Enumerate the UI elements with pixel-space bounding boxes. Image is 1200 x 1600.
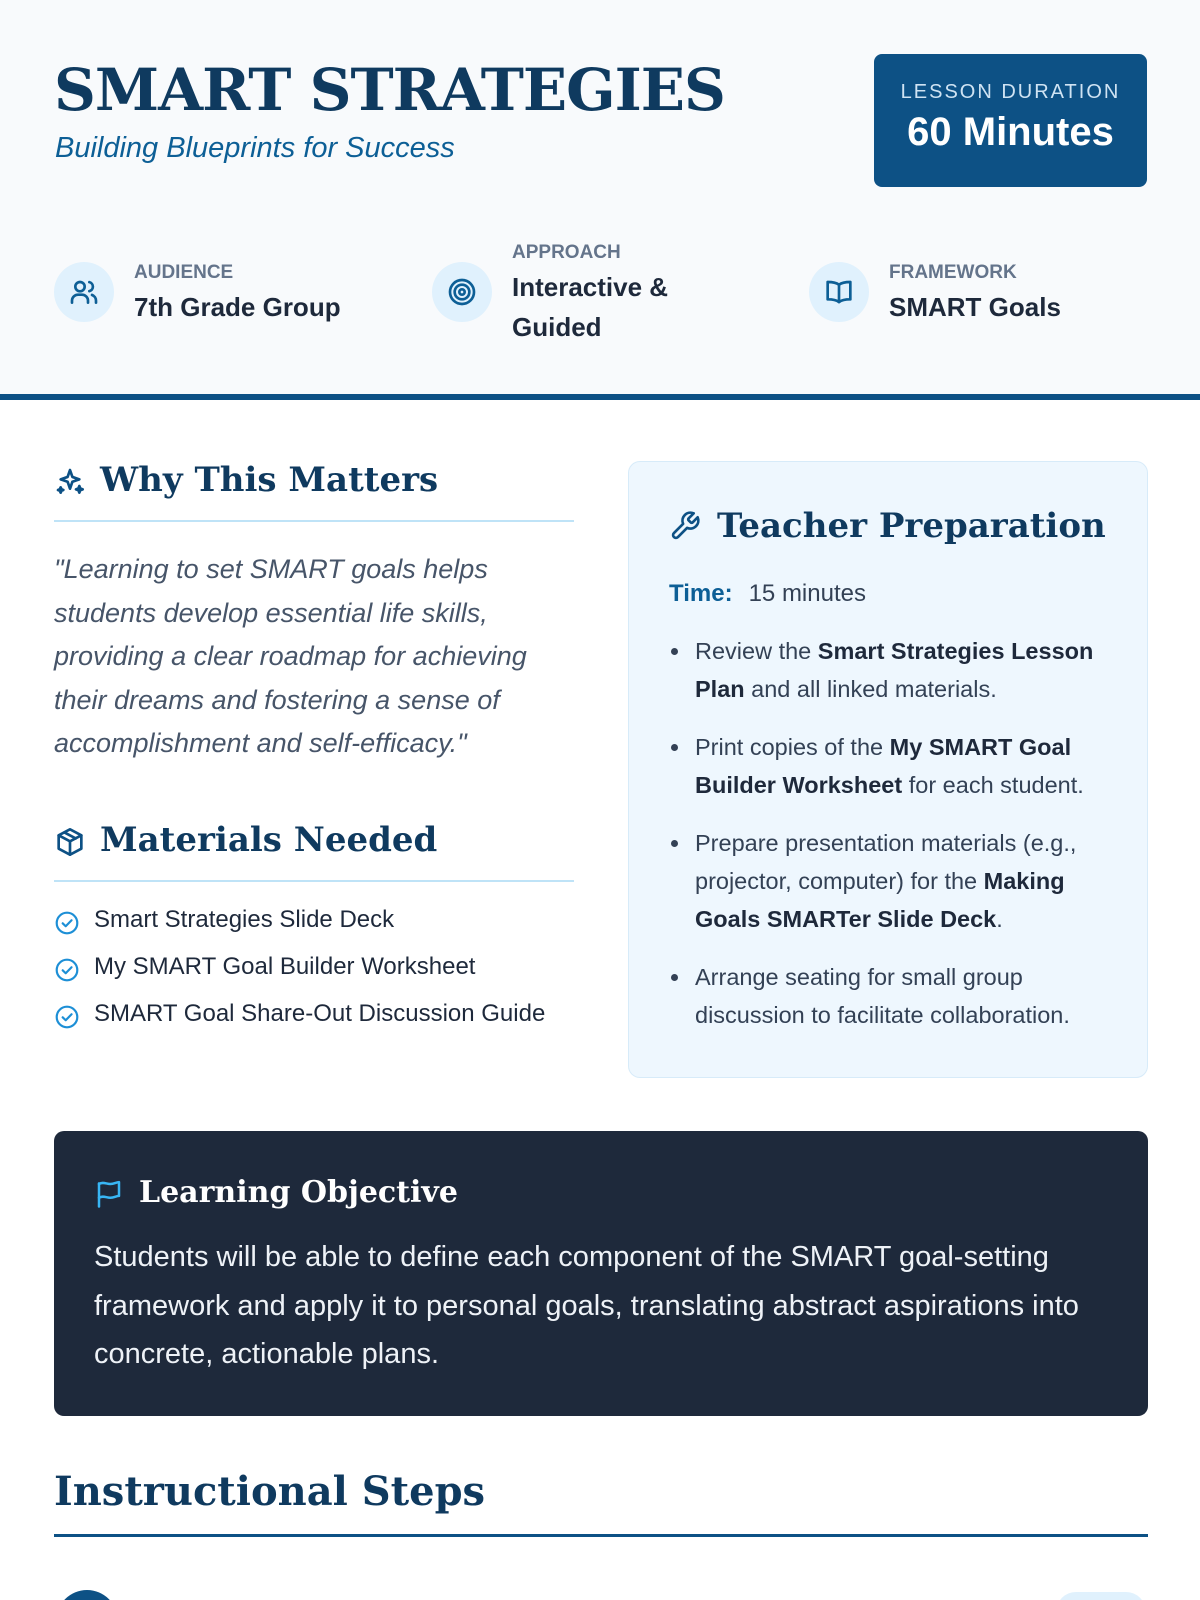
meta-value: SMART Goals	[889, 292, 1061, 322]
objective-title: Learning Objective	[139, 1175, 458, 1210]
list-item: Review the Smart Strategies Lesson Plan and all linked materials.	[669, 632, 1119, 708]
prep-time	[669, 580, 866, 608]
check-circle-icon	[54, 957, 80, 983]
box-icon	[54, 826, 86, 858]
meta-value: 7th Grade Group	[134, 292, 341, 322]
target-icon	[432, 262, 492, 322]
materials-list	[54, 906, 545, 1047]
prep-heading	[669, 506, 1109, 548]
book-icon	[809, 262, 869, 322]
why-quote: "Learning to set SMART goals helps students develop essential life skills, providing a clear roadmap for achieving their dreams and fostering a sense of accomplishment and self-efficacy."	[54, 554, 527, 758]
prep-title: Teacher Preparation	[717, 506, 1106, 546]
step-time-badge	[1056, 1592, 1146, 1600]
page-subtitle: Building Blueprints for Success	[55, 132, 455, 164]
page-title: SMART STRATEGIES	[54, 56, 725, 124]
materials-title: Materials Needed	[100, 820, 438, 860]
meta-label: FRAMEWORK	[889, 262, 1017, 283]
prep-time-label: Time:	[669, 580, 733, 607]
prep-list	[669, 632, 1119, 1054]
list-item	[54, 953, 545, 1000]
objective-text: Students will be able to define each component of the SMART goal-setting framework and apply it to personal goals, translating abstract aspirations into concrete, actionable plans.	[94, 1241, 1079, 1370]
lesson-header	[0, 0, 1200, 400]
check-circle-icon	[54, 1004, 80, 1030]
teacher-prep-card	[628, 461, 1148, 1078]
objective-heading	[94, 1175, 694, 1215]
steps-title: Instructional Steps	[54, 1468, 486, 1515]
duration-value: 60 Minutes	[907, 110, 1114, 154]
list-item: Prepare presentation materials (e.g., projector, computer) for the Making Goals SMARTer Slide Deck.	[669, 824, 1119, 938]
meta-approach	[432, 238, 732, 342]
prep-time-value: 15 minutes	[748, 580, 866, 607]
meta-value: Interactive & Guided	[512, 272, 669, 342]
list-item: Print copies of the My SMART Goal Builder Worksheet for each student.	[669, 728, 1119, 804]
list-item	[54, 906, 545, 953]
meta-label: AUDIENCE	[134, 262, 234, 283]
sparkles-icon	[54, 466, 86, 498]
wrench-icon	[669, 510, 701, 542]
materials-section-heading	[54, 820, 574, 882]
step-number-circle	[56, 1590, 118, 1600]
learning-objective-panel	[54, 1131, 1148, 1416]
material-label: SMART Goal Share-Out Discussion Guide	[94, 1000, 546, 1027]
material-label: Smart Strategies Slide Deck	[94, 906, 395, 933]
meta-label: APPROACH	[512, 242, 621, 263]
check-circle-icon	[54, 910, 80, 936]
why-title: Why This Matters	[100, 460, 439, 500]
flag-icon	[94, 1179, 124, 1209]
list-item: Arrange seating for small group discussion to facilitate collaboration.	[669, 958, 1119, 1034]
meta-audience	[54, 246, 394, 346]
why-section-heading	[54, 460, 574, 522]
steps-section-heading	[54, 1468, 1148, 1537]
meta-framework	[809, 246, 1149, 346]
users-icon	[54, 262, 114, 322]
lesson-duration-box	[874, 54, 1147, 187]
duration-label: LESSON DURATION	[900, 81, 1121, 103]
material-label: My SMART Goal Builder Worksheet	[94, 953, 476, 980]
list-item	[54, 1000, 545, 1047]
